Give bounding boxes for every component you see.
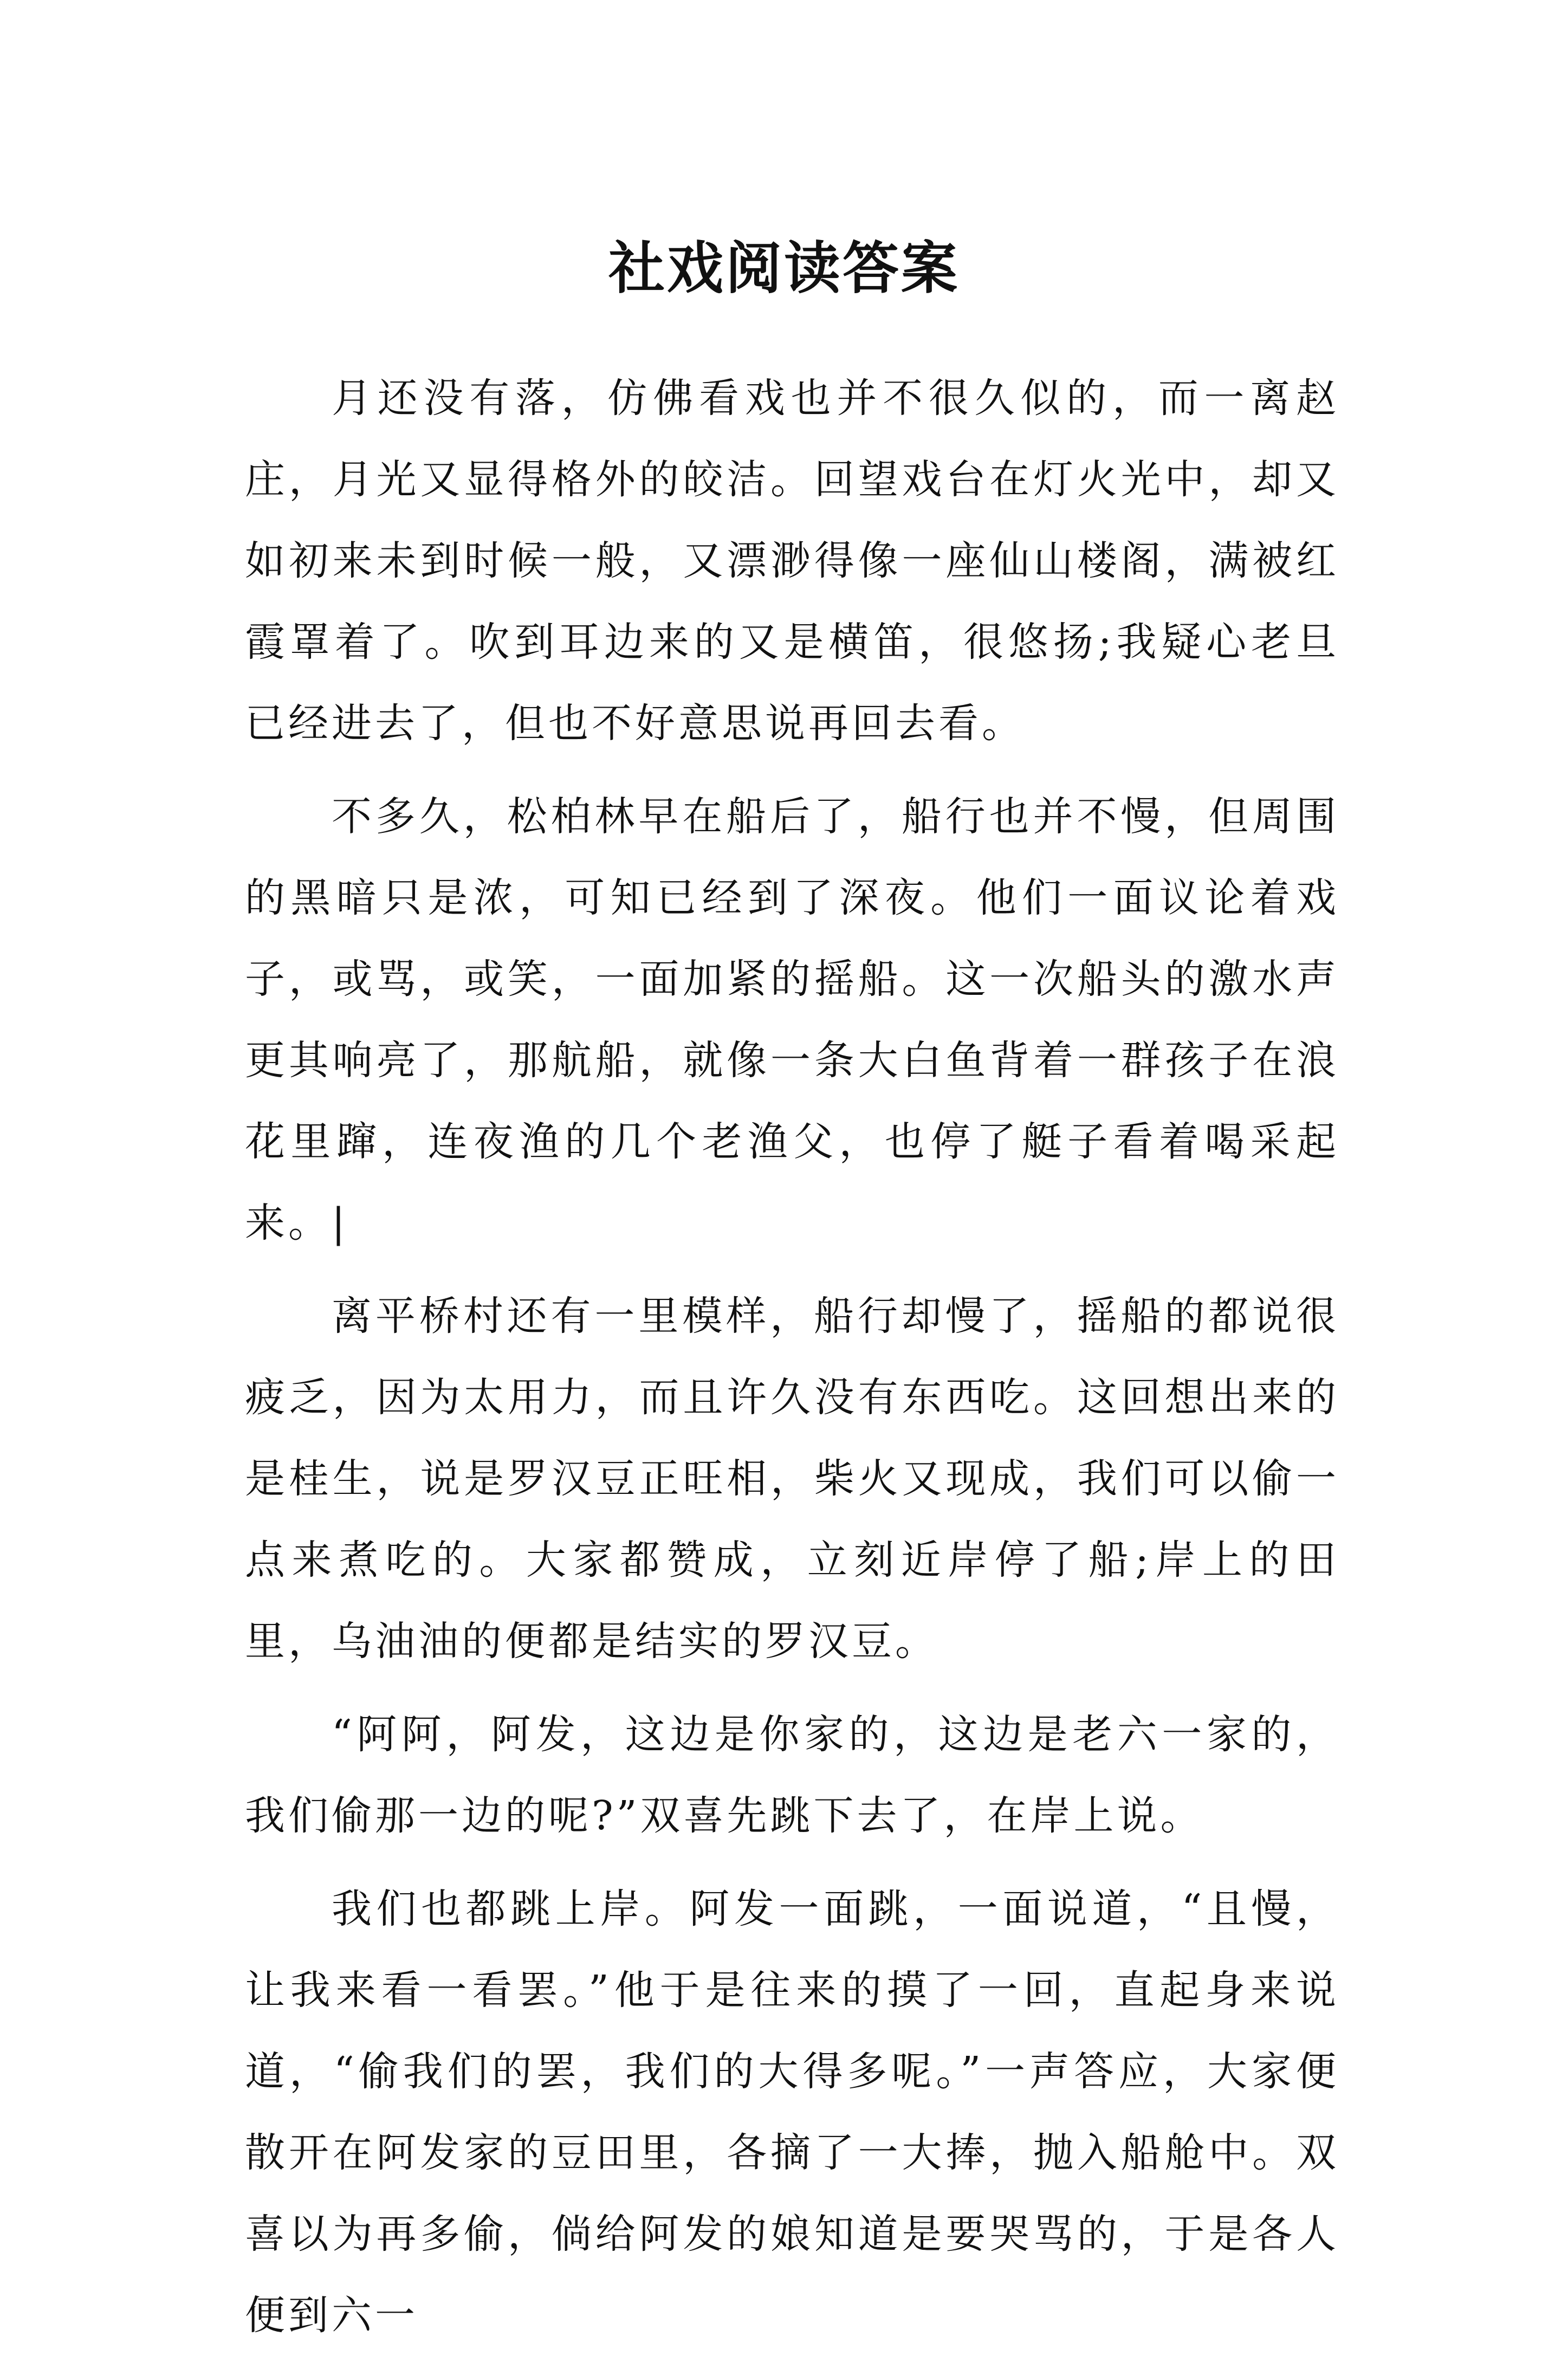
paragraph-2: 不多久，松柏林早在船后了，船行也并不慢，但周围的黑暗只是浓，可知已经到了深夜。他们一面议论着戏子，或骂，或笑，一面加紧的摇船。这一次船头的激水声更其响亮了，那航船，就像一条大白鱼背着一群孩子在浪花里蹿，连夜渔的几个老渔父，也停了艇子看着喝采起来。| bbox=[245, 793, 1339, 1246]
paragraph-1: 月还没有落，仿佛看戏也并不很久似的，而一离赵庄，月光又显得格外的皎洁。回望戏台在灯火光中，却又如初来未到时候一般，又漂渺得像一座仙山楼阁，满被红霞罩着了。吹到耳边来的又是横笛，很悠扬;我疑心老旦已经进去了，但也不好意思说再回去看。 bbox=[245, 375, 1339, 747]
paragraph-5: 我们也都跳上岸。阿发一面跳，一面说道，“且慢，让我来看一看罢。”他于是往来的摸了一回，直起身来说道，“偷我们的罢，我们的大得多呢。”一声答应，大家便散开在阿发家的豆田里，各摘了一大捧，抛入船舱中。双喜以为再多偷，倘给阿发的娘知道是要哭骂的，于是各人便到六一 bbox=[245, 1886, 1339, 2339]
document-body bbox=[245, 358, 1339, 2356]
paragraph-3: 离平桥村还有一里模样，船行却慢了，摇船的都说很疲乏，因为太用力，而且许久没有东西吃。这回想出来的是桂生，说是罗汉豆正旺相，柴火又现成，我们可以偷一点来煮吃的。大家都赞成，立刻近岸停了船;岸上的田里，乌油油的便都是结实的罗汉豆。 bbox=[245, 1293, 1339, 1665]
document-title: 社戏阅读答案 bbox=[608, 234, 960, 301]
paragraph-4: “阿阿，阿发，这边是你家的，这边是老六一家的，我们偷那一边的呢?”双喜先跳下去了，在岸上说。 bbox=[245, 1711, 1339, 1839]
